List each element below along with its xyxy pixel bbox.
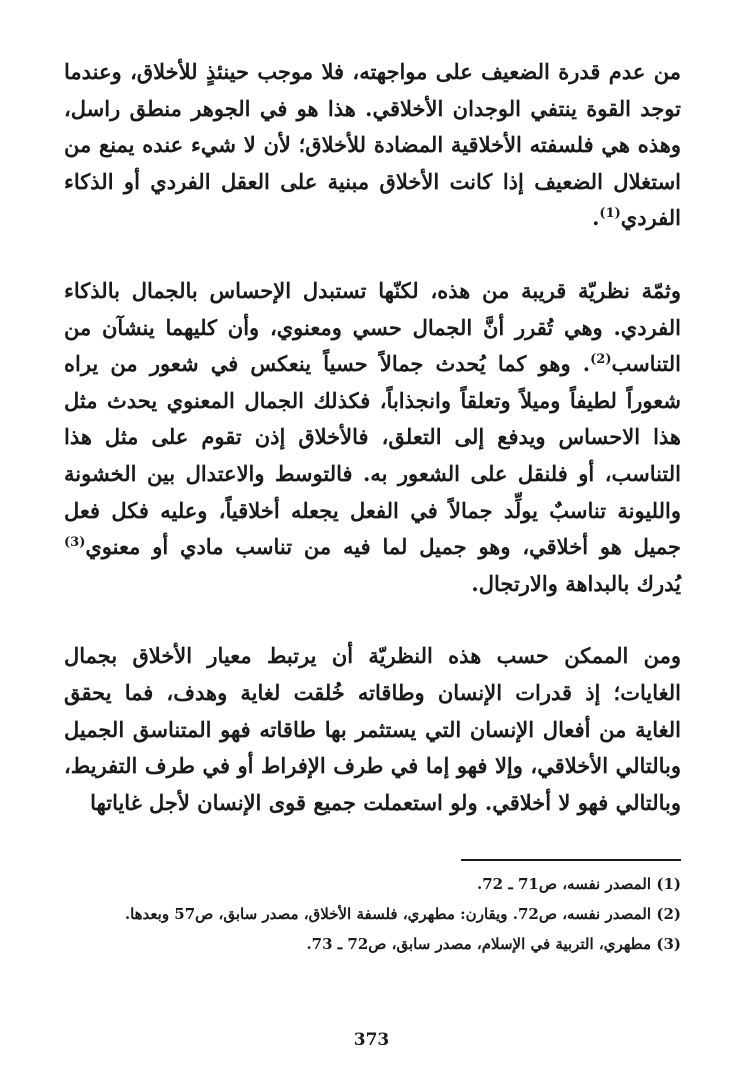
- paragraph-1-text: من عدم قدرة الضعيف على مواجهته، فلا موجب حينئذٍ للأخلاق، وعندما توجد القوة ينتفي الوجدان الأخلاقي. هذا هو في الجوهر منطق راسل، وهذه هي فلسفته الأخلاقية المضادة للأخلاق؛ لأن لا شيء عنده يمنع من استغلال الضعيف إذا كانت الأخلاق مبنية على العقل الفردي أو الذكاء الفردي: [64, 59, 681, 231]
- paragraph-3: [64, 638, 681, 821]
- footnote-3-number: (3): [656, 935, 681, 953]
- main-text: [64, 54, 681, 821]
- paragraph-2-part-c: يُدرك بالبداهة والارتجال.: [471, 570, 681, 596]
- paragraph-3-text: ومن الممكن حسب هذه النظريّة أن يرتبط معيار الأخلاق بجمال الغايات؛ إذ قدرات الإنسان وطاقاته خُلقت لغاية وهدف، فما يحقق الغاية من أفعال الإنسان التي يستثمر بها طاقاته فهو المتناسق الجميل وبالتالي الأخلاقي، وإلا فهو إما في طرف الإفراط أو في طرف التفريط، وبالتالي فهو لا أخلاقي. ولو استعملت جميع قوى الإنسان لأجل غاياتها: [64, 643, 681, 815]
- page-number: 373: [353, 1030, 390, 1050]
- footnote-ref-1: (1): [599, 206, 621, 222]
- paragraph-1: [64, 54, 681, 237]
- footnote-ref-2: (2): [590, 352, 612, 368]
- footnote-divider: [461, 859, 681, 861]
- footnote-1: [64, 872, 681, 896]
- footnote-1-text: المصدر نفسه، ص71 ـ 72.: [477, 875, 651, 893]
- footnote-2-number: (2): [656, 905, 681, 923]
- footnote-ref-3: (3): [64, 535, 86, 551]
- paragraph-1-tail: .: [592, 205, 600, 231]
- paragraph-2: [64, 273, 681, 602]
- paragraph-2-part-b: . وهو كما يُحدث جمالاً حسياً ينعكس في شعور من يراه شعوراً لطيفاً وميلاً وتعلقاً وانجذاباً، فكذلك الجمال المعنوي يحدث مثل هذا الاحساس ويدفع إلى التعلق، فالأخلاق إذن تقوم على مثل هذا التناسب، أو فلنقل على الشعور به. فالتوسط والاعتدال بين الخشونة والليونة تناسبٌ يولِّد جمالاً في الفعل يجعله أخلاقياً، وعليه فكل فعل جميل هو أخلاقي، وهو جميل لما فيه من تناسب مادي أو معنوي: [64, 351, 681, 560]
- footnote-3: [64, 932, 681, 956]
- footnote-3-text: مطهري، التربية في الإسلام، مصدر سابق، ص72 ـ 73.: [306, 935, 651, 953]
- footnotes: [64, 872, 681, 962]
- paragraph-2-part-a: وثمّة نظريّة قريبة من هذه، لكنّها تستبدل الإحساس بالجمال بالذكاء الفردي. وهي تُقرر أنَّ الجمال حسي ومعنوي، وأن كليهما ينشآن من التناسب: [64, 277, 682, 377]
- footnote-1-number: (1): [656, 875, 681, 893]
- footnote-2-text: المصدر نفسه، ص72. ويقارن: مطهري، فلسفة الأخلاق، مصدر سابق، ص57 وبعدها.: [124, 905, 651, 923]
- footnote-2: [64, 902, 681, 926]
